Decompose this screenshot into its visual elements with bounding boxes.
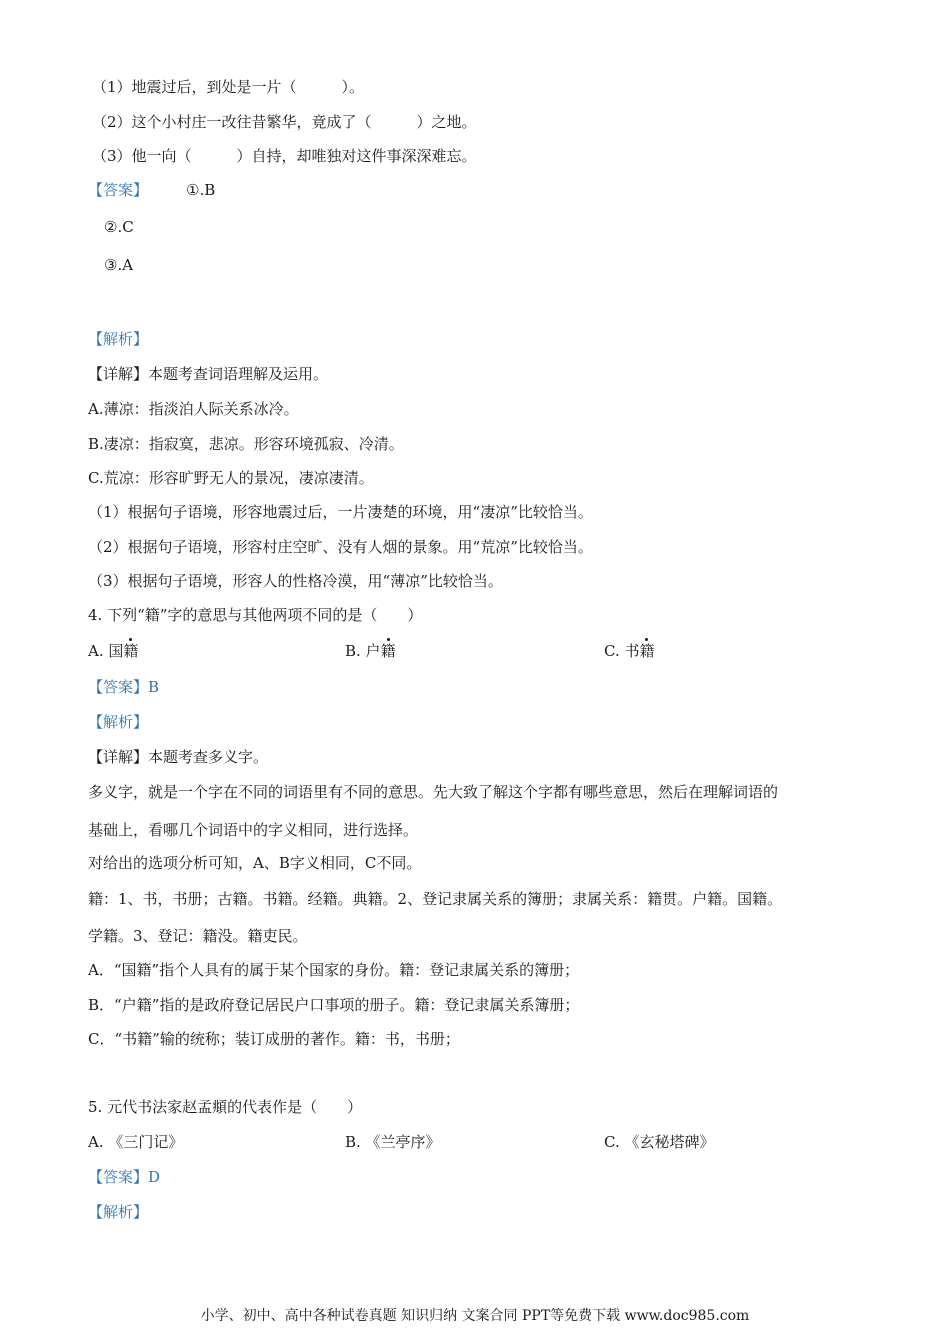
q4-line-4: 籍：1、书，书册；古籍。书籍。经籍。典籍。2、登记隶属关系的簿册；隶属关系：籍贯。户籍。国籍。	[88, 890, 783, 908]
q5-answer-value: D	[148, 1168, 161, 1186]
q3-analysis-tag: 【解析】	[88, 330, 149, 348]
page-footer: 小学、初中、高中各种试卷真题 知识归纳 文案合同 PPT等免费下载 www.doc985.com	[200, 1308, 750, 1324]
q4-line-7: B．“户籍”指的是政府登记居民户口事项的册子。籍：登记隶属关系簿册；	[88, 996, 580, 1014]
q4-line-5: 学籍。3、登记：籍没。籍吏民。	[88, 927, 308, 945]
q3-answer-row	[88, 180, 215, 200]
question-sentence-3: （3）他一向（ ）自持，却唯独对这件事深深难忘。	[92, 147, 477, 165]
q5-option-b: B. 《兰亭序》	[345, 1133, 441, 1151]
q3-explain-2: （2）根据句子语境，形容村庄空旷、没有人烟的景象。用“荒凉”比较恰当。	[88, 538, 593, 556]
q4-line-6: A．“国籍”指个人具有的属于某个国家的身份。籍：登记隶属关系的簿册；	[88, 961, 580, 979]
q4-line-1: 多义字，就是一个字在不同的词语里有不同的意思。先大致了解这个字都有哪些意思，然后在理解词语的	[88, 783, 779, 801]
detail-tag: 【详解】	[88, 365, 149, 383]
q3-detail	[88, 364, 328, 384]
q5-option-c: C. 《玄秘塔碑》	[604, 1133, 715, 1151]
q4-option-a: A. 国籍	[88, 642, 139, 660]
dotted-char: 籍	[123, 642, 139, 660]
q4-line-2: 基础上，看哪几个词语中的字义相同，进行选择。	[88, 821, 419, 839]
q4-line-3: 对给出的选项分析可知，A、B字义相同，C不同。	[88, 854, 422, 872]
q5-option-a: A. 《三门记》	[88, 1133, 184, 1151]
q3-explain-1: （1）根据句子语境，形容地震过后，一片凄楚的环境，用“凄凉”比较恰当。	[88, 503, 593, 521]
q3-explain-3: （3）根据句子语境，形容人的性格冷漠，用“薄凉”比较恰当。	[88, 572, 503, 590]
q3-answer-3: ③.A	[104, 256, 134, 274]
q4-stem: 4. 下列“籍”字的意思与其他两项不同的是（ ）	[88, 606, 423, 624]
q5-stem: 5. 元代书法家赵孟頫的代表作是（ ）	[88, 1098, 363, 1116]
q3-detail-text: 本题考查词语理解及运用。	[148, 365, 329, 383]
dotted-char: 籍	[639, 642, 655, 660]
q4-detail-text: 本题考查多义字。	[148, 748, 269, 766]
question-sentence-1: （1）地震过后，到处是一片（ ）。	[92, 78, 365, 96]
q4-answer-value: B	[148, 678, 160, 696]
q4-answer: 【答案】B	[88, 678, 160, 696]
q5-answer: 【答案】D	[88, 1168, 161, 1186]
q4-option-c: C. 书籍	[604, 642, 655, 660]
q3-answer-1: ①.B	[186, 181, 216, 199]
q3-line-a: A.薄凉：指淡泊人际关系冰冷。	[88, 400, 299, 418]
q4-line-8: C．“书籍”输的统称；装订成册的著作。籍：书，书册；	[88, 1030, 460, 1048]
q3-answer-2: ②.C	[104, 218, 134, 236]
q3-line-c: C.荒凉：形容旷野无人的景况，凄凉凄清。	[88, 469, 374, 487]
q4-option-b: B. 户籍	[345, 642, 396, 660]
q4-analysis-tag: 【解析】	[88, 713, 149, 731]
question-sentence-2: （2）这个小村庄一改往昔繁华，竟成了（ ）之地。	[92, 113, 477, 131]
q4-detail: 【详解】本题考查多义字。	[88, 748, 269, 766]
dotted-char: 籍	[380, 642, 396, 660]
q3-line-b: B.凄凉：指寂寞，悲凉。形容环境孤寂、冷清。	[88, 435, 404, 453]
q5-analysis-tag: 【解析】	[88, 1203, 149, 1221]
answer-tag: 【答案】	[88, 181, 149, 199]
